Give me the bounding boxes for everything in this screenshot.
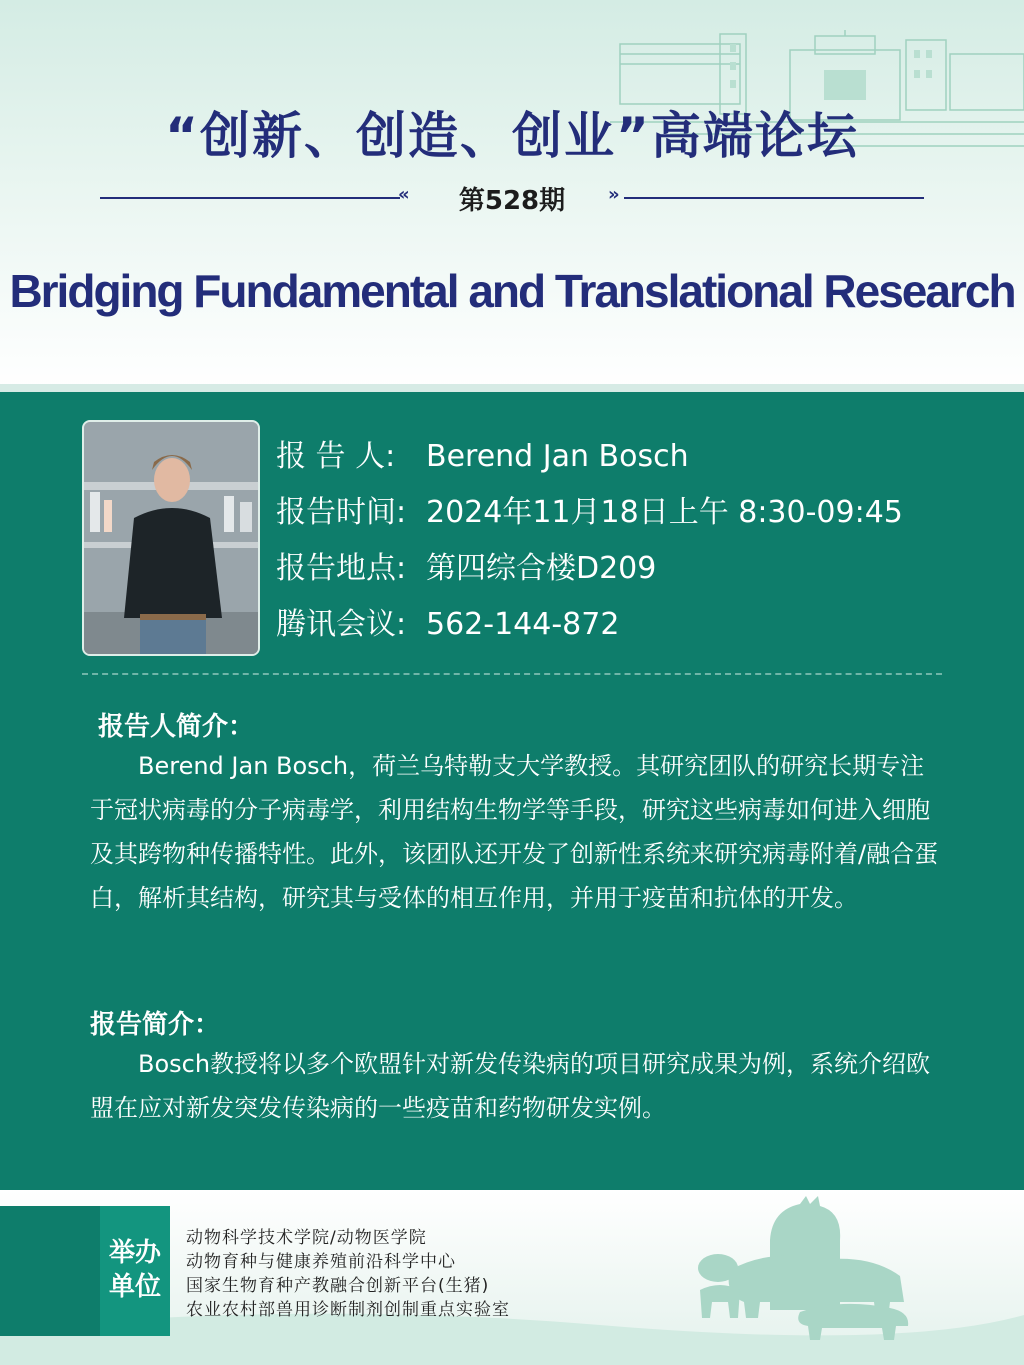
host-label-line: 举办: [108, 1238, 161, 1268]
footer-accent-band: [0, 1206, 100, 1336]
info-label: 腾讯会议:: [276, 607, 407, 642]
issue-row: [100, 180, 924, 216]
host-org: 动物育种与健康养殖前沿科学中心: [186, 1252, 456, 1272]
host-org: 动物科学技术学院/动物医学院: [186, 1228, 427, 1248]
host-org: 国家生物育种产教融合创新平台(生猪): [186, 1276, 490, 1296]
talk-title: Bridging Fundamental and Translational Research: [9, 265, 1015, 317]
talk-abstract-title: 报告简介：: [90, 1010, 221, 1040]
speaker-photo: [82, 420, 260, 656]
info-label: 报告时间:: [276, 495, 407, 530]
host-label: [100, 1236, 170, 1304]
speaker-photo-illustration: [84, 422, 260, 656]
info-value: 2024年11月18日上午 8:30-09:45: [426, 495, 903, 530]
host-organizations: [186, 1226, 606, 1322]
header: [0, 0, 1024, 390]
footer: [0, 1190, 1024, 1365]
info-row-speaker: [276, 432, 976, 488]
talk-abstract-text: Bosch教授将以多个欧盟针对新发传染病的项目研究成果为例，系统介绍欧盟在应对新发突发传染病的一些疫苗和药物研发实例。: [90, 1050, 931, 1122]
info-label: 报 告 人:: [276, 439, 396, 474]
issue-number: 第528期: [458, 186, 566, 216]
speaker-bio-text: Berend Jan Bosch，荷兰乌特勒支大学教授。其研究团队的研究长期专注于冠状病毒的分子病毒学，利用结构生物学等手段，研究这些病毒如何进入细胞及其跨物种传播特性。此外，该团队还开发了创新性系统来研究病毒附着/融合蛋白，解析其结构，研究其与受体的相互作用，并用于疫苗和抗体的开发。: [90, 752, 939, 912]
info-row-meeting: [276, 600, 976, 656]
host-org: 农业农村部兽用诊断制剂创制重点实验室: [186, 1300, 510, 1320]
double-chevron-left-icon: «: [398, 184, 410, 205]
info-value: 第四综合楼D209: [426, 551, 657, 586]
info-value: 562-144-872: [426, 607, 620, 642]
livestock-silhouette-icon: [690, 1190, 1024, 1365]
info-row-time: [276, 488, 976, 544]
issue-divider-right: [624, 197, 924, 199]
info-row-location: [276, 544, 976, 600]
info-value: Berend Jan Bosch: [426, 439, 689, 474]
dashed-divider: [82, 673, 942, 675]
double-chevron-right-icon: »: [608, 184, 620, 205]
info-label: 报告地点:: [276, 551, 407, 586]
host-label-line: 单位: [108, 1272, 161, 1302]
speaker-bio-title: 报告人简介：: [98, 712, 255, 742]
header-divider: [0, 384, 1024, 392]
talk-info: [276, 432, 976, 656]
forum-title: “创新、创造、创业”高端论坛: [165, 107, 859, 165]
main-section: [0, 392, 1024, 1190]
